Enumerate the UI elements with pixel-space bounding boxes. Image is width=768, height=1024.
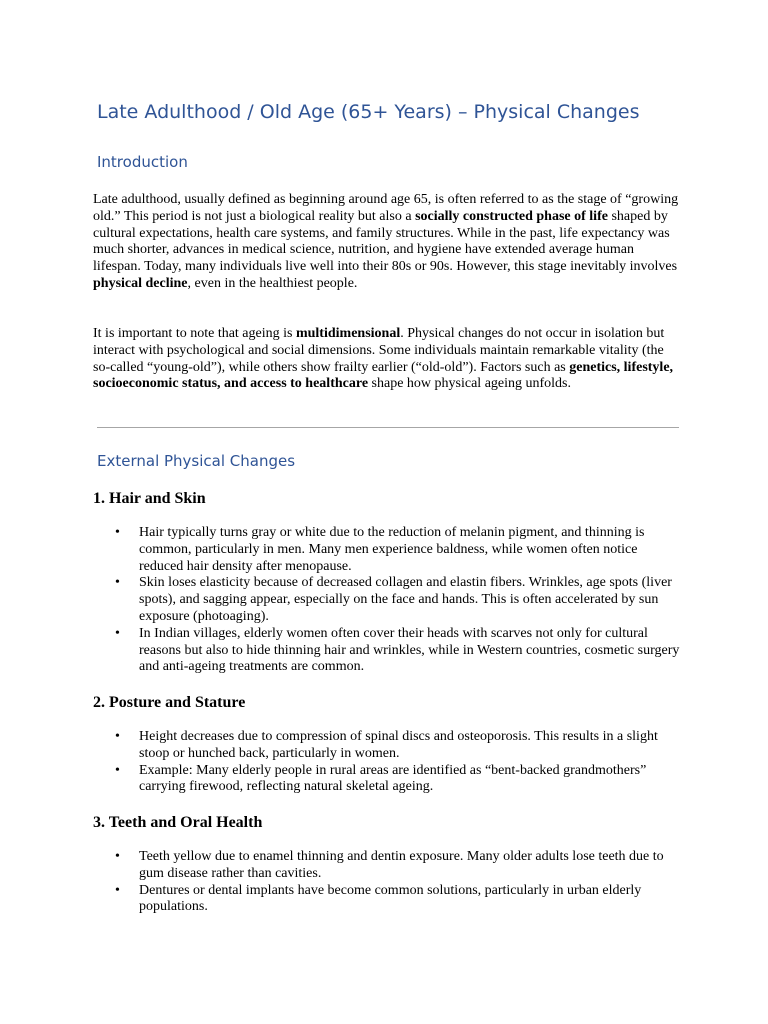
introduction-heading: Introduction [97,153,188,171]
section-heading-posture-stature: 2. Posture and Stature [93,694,246,711]
list-item-text: Dentures or dental implants have become common solutions, particularly in urban elderly populations. [139,882,642,915]
intro-paragraph-2 [93,326,683,393]
bullet-icon: • [115,729,120,744]
list-item [93,525,683,575]
list-item [93,763,683,797]
list-item [93,626,683,676]
bullet-icon: • [115,575,120,591]
horizontal-rule [97,427,679,428]
list-item-text: Example: Many elderly people in rural areas are identified as “bent-backed grandmothers” carrying firewood, reflecting natural skeletal ageing. [139,762,647,795]
bullet-icon: • [115,762,120,778]
intro-p1-bold-1: socially constructed phase of life [415,208,608,224]
intro-p2-bold-2: genetics, lifestyle, socioeconomic status, and access to healthcare [93,359,674,392]
intro-p2-text-3: shape how physical ageing unfolds. [368,376,572,392]
intro-p1-text-1: Late adulthood, usually defined as beginning around age 65, is often referred to as the stage of “growing old.” This period is not just a biological reality but also a [93,192,679,224]
bullet-icon: • [115,525,120,540]
list-item [93,883,683,917]
section-heading-teeth-oral: 3. Teeth and Oral Health [93,814,263,831]
bullet-icon: • [115,882,120,898]
bullet-list-teeth-oral [93,849,683,916]
intro-paragraph-1 [93,192,683,293]
list-item [93,729,683,763]
list-item-text: Hair typically turns gray or white due to the reduction of melanin pigment, and thinning is common, particularly in men. Many men experience baldness, while women often notice reduced hair density after menopause. [139,525,645,574]
intro-p2-text-2: . Physical changes do not occur in isolation but interact with psychological and social dimensions. Some individuals maintain remarkable vitality (the so-called “young-old”), while others show frailty earlier (“old-old”). Factors such as [93,326,665,375]
document-title: Late Adulthood / Old Age (65+ Years) – Physical Changes [97,101,640,123]
bullet-list-hair-skin [93,525,683,676]
list-item-text: Height decreases due to compression of spinal discs and osteoporosis. This results in a slight stoop or hunched back, particularly in women. [139,729,658,761]
intro-p2-bold-1: multidimensional [295,326,401,341]
intro-p1-bold-2: physical decline [93,275,188,291]
list-item-text: Teeth yellow due to enamel thinning and dentin exposure. Many older adults lose teeth due to gum disease rather than cavities. [139,849,664,881]
intro-p1-text-2: shaped by cultural expectations, health care systems, and family structures. While in the past, life expectancy was much shorter, advances in medical science, nutrition, and hygiene have extended average human lifespan. Today, many individuals live well into their 80s or 90s. However, this stage inevitably involves [93,208,678,275]
list-item [93,849,683,883]
list-item-text: In Indian villages, elderly women often cover their heads with scarves not only for cultural reasons but also to hide thinning hair and wrinkles, while in Western countries, cosmetic surgery and anti-ageing treatments are common. [139,625,680,675]
list-item [93,575,683,625]
intro-p2-text-1: It is important to note that ageing is [93,326,296,341]
bullet-list-posture-stature [93,729,683,796]
section-heading-hair-skin: 1. Hair and Skin [93,490,206,507]
list-item-text: Skin loses elasticity because of decreased collagen and elastin fibers. Wrinkles, age spots (liver spots), and sagging appear, especially on the face and hands. This is often accelerated by sun exposure (photoaging). [139,575,672,624]
bullet-icon: • [115,625,120,641]
external-changes-heading: External Physical Changes [97,452,296,470]
intro-p1-text-3: , even in the healthiest people. [187,275,358,291]
bullet-icon: • [115,849,120,864]
